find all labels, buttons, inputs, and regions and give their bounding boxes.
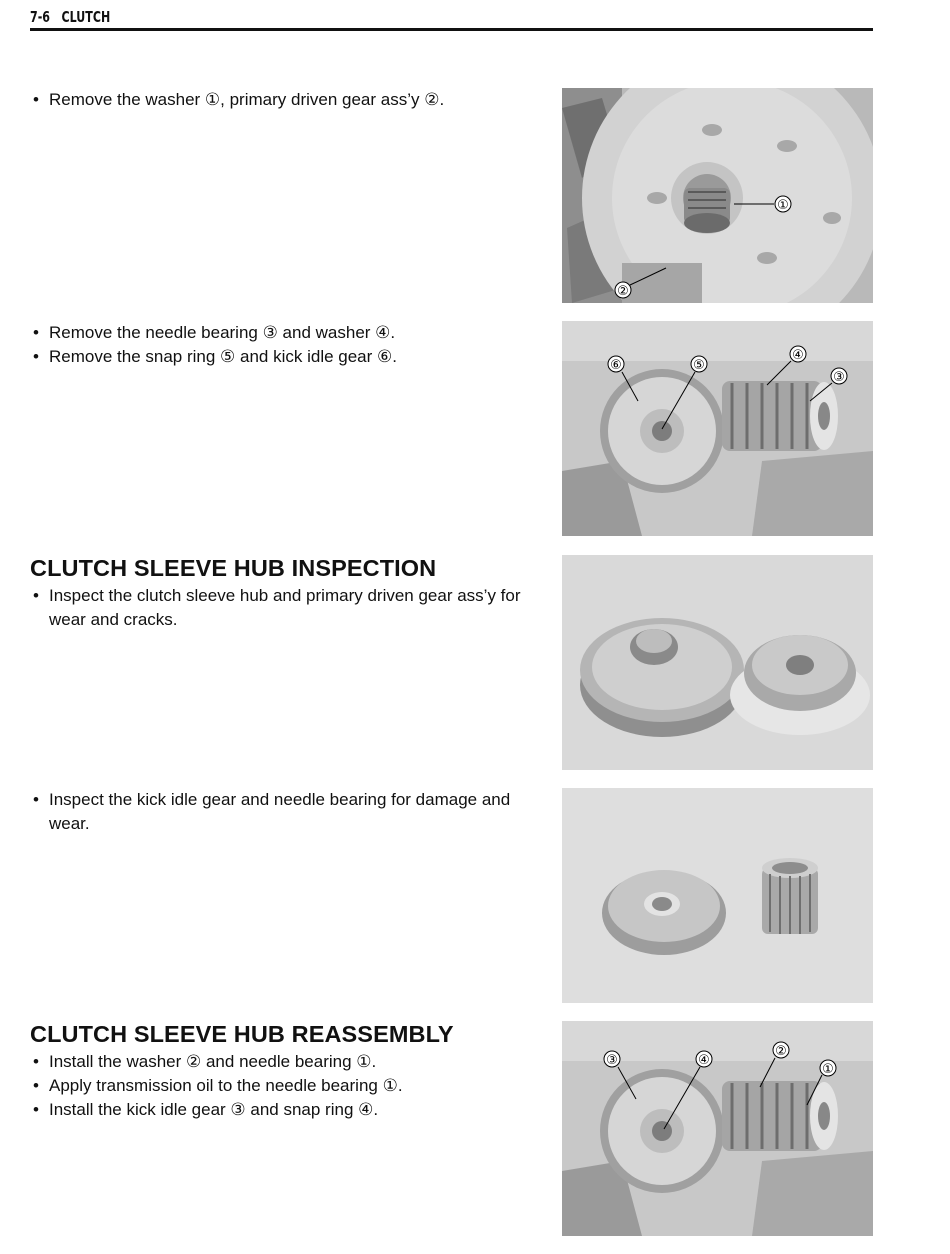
bullet-item: • Apply transmission oil to the needle bearing ①. bbox=[30, 1074, 550, 1098]
page-label: 7-6 bbox=[30, 8, 51, 26]
bullet-item: • Remove the needle bearing ③ and washer ④. bbox=[30, 321, 550, 345]
bullet-list bbox=[30, 584, 550, 632]
section-title: CLUTCH bbox=[61, 8, 111, 26]
bullet-item: • Remove the washer ①, primary driven gear ass’y ②. bbox=[30, 88, 550, 112]
step-inspect-kick-idle-gear bbox=[30, 788, 550, 836]
photo-kick-idle-gear-and-bearing bbox=[562, 788, 873, 1003]
bullet-item: • Install the kick idle gear ③ and snap ring ④. bbox=[30, 1098, 550, 1122]
section-sleeve-hub-reassembly bbox=[30, 1021, 550, 1122]
bullet-list bbox=[30, 88, 550, 112]
bullet-item: • Remove the snap ring ⑤ and kick idle gear ⑥. bbox=[30, 345, 550, 369]
photo-kick-idle-gear-installed bbox=[562, 321, 873, 536]
svg-text:③: ③ bbox=[833, 370, 845, 385]
page-header-text bbox=[30, 8, 110, 26]
bullet-item: • Inspect the kick idle gear and needle bearing for damage and wear. bbox=[30, 788, 550, 836]
bullet-list bbox=[30, 788, 550, 836]
svg-text:①: ① bbox=[777, 198, 789, 213]
page-header bbox=[30, 8, 873, 30]
section-sleeve-hub-inspection bbox=[30, 555, 550, 632]
photo-primary-driven-gear bbox=[562, 88, 873, 303]
section-heading: CLUTCH SLEEVE HUB REASSEMBLY bbox=[30, 1021, 454, 1047]
svg-text:③: ③ bbox=[606, 1053, 618, 1068]
section-heading: CLUTCH SLEEVE HUB INSPECTION bbox=[30, 555, 437, 581]
svg-text:⑥: ⑥ bbox=[610, 358, 622, 373]
step-remove-washer bbox=[30, 88, 550, 112]
svg-text:②: ② bbox=[617, 284, 629, 299]
bullet-list bbox=[30, 321, 550, 369]
header-rule bbox=[30, 28, 873, 31]
svg-text:②: ② bbox=[775, 1044, 787, 1059]
svg-text:④: ④ bbox=[792, 348, 804, 363]
svg-text:④: ④ bbox=[698, 1053, 710, 1068]
bullet-list bbox=[30, 1050, 550, 1122]
photo-sleeve-hub-and-driven-gear bbox=[562, 555, 873, 770]
bullet-item: • Install the washer ② and needle bearing ①. bbox=[30, 1050, 550, 1074]
svg-text:①: ① bbox=[822, 1062, 834, 1077]
step-remove-needle-bearing bbox=[30, 321, 550, 369]
photo-reassembly bbox=[562, 1021, 873, 1236]
bullet-item: • Inspect the clutch sleeve hub and primary driven gear ass’y for wear and cracks. bbox=[30, 584, 550, 632]
svg-text:⑤: ⑤ bbox=[693, 358, 705, 373]
